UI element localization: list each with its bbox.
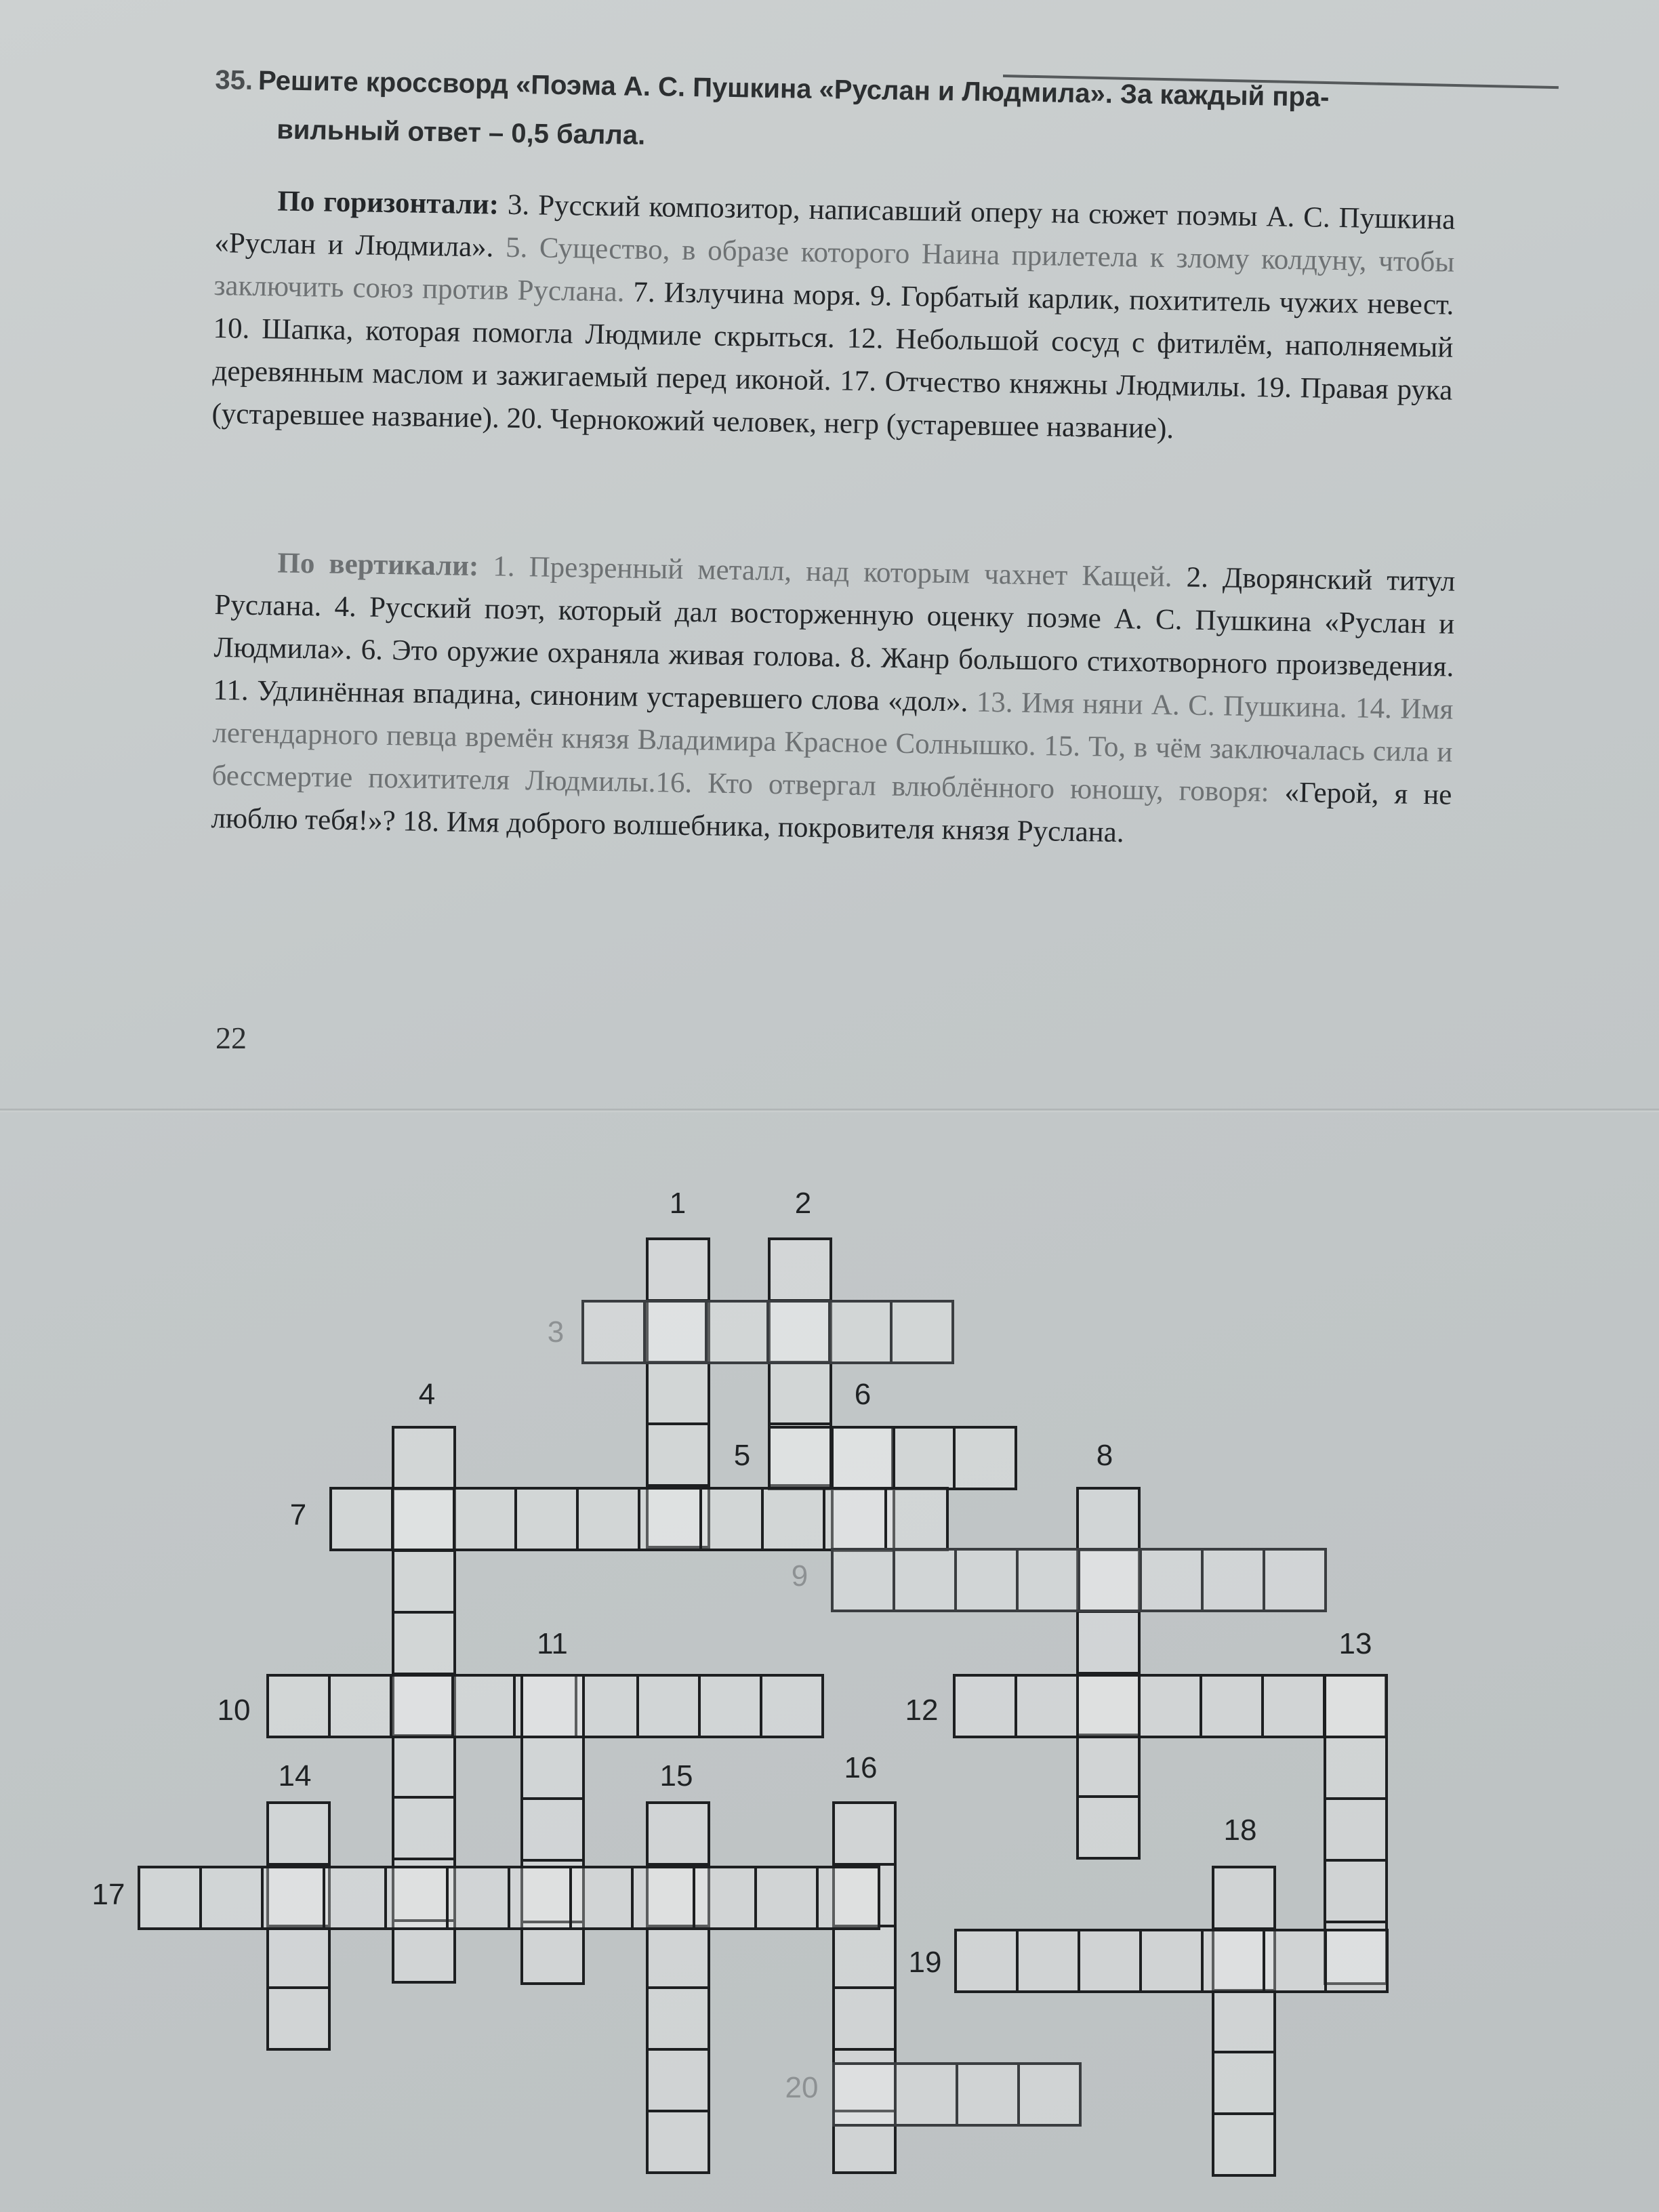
task-number: 35. bbox=[215, 64, 253, 96]
crossword-cell-v16-3 bbox=[834, 1926, 895, 1988]
crossword-cell-h9-7 bbox=[1202, 1549, 1264, 1611]
crossword-cell-v8-5 bbox=[1078, 1735, 1139, 1797]
crossword-cell-h12-6 bbox=[1263, 1675, 1324, 1737]
horizontal-clues-part-3: 7. Излучина моря. 9. Горбатый карлик, похититель чужих невест. 10. Шапка, которая помогла Людмиле скрыться. 12. Небольшой сосуд с фитилём, наполняемый деревянным маслом и зажигаемый перед иконой. 17. Отчество княжны Людмилы. 19. Правая рука (устаревшее название). 20. Чернокожий человек, негр (устаревшее название). bbox=[211, 276, 1454, 445]
crossword-cell-h20-3 bbox=[957, 2064, 1019, 2125]
clue-number-11: 11 bbox=[537, 1627, 568, 1660]
horizontal-clues-part-1: 3. Русский композитор, написавший оперу на сюжет поэмы А. С. Пушкина «Руслан и Людмила». bbox=[214, 188, 1456, 264]
crossword-cell-h5-4 bbox=[954, 1427, 1016, 1489]
task-title-line-1: Решите кроссворд «Поэма А. С. Пушкина «Руслан и Людмила». За каждый пра- bbox=[258, 65, 1330, 112]
crossword-cell-h9-1 bbox=[832, 1549, 894, 1611]
crossword-cell-h20-1 bbox=[834, 2064, 895, 2125]
crossword-cell-h3-2 bbox=[644, 1301, 706, 1363]
clue-number-8: 8 bbox=[1096, 1439, 1113, 1472]
clue-number-18: 18 bbox=[1223, 1814, 1257, 1847]
crossword-cell-h7-5 bbox=[577, 1488, 639, 1550]
crossword-cell-h17-6 bbox=[447, 1867, 509, 1929]
task-title-line-2: вильный ответ – 0,5 балла. bbox=[276, 115, 646, 150]
clue-number-3: 3 bbox=[547, 1315, 565, 1349]
crossword-cell-h17-9 bbox=[632, 1867, 694, 1929]
crossword-cell-h17-1 bbox=[139, 1867, 201, 1929]
crossword-cell-v2-3 bbox=[769, 1362, 831, 1424]
crossword-cell-v18-3 bbox=[1213, 1990, 1275, 2052]
crossword-cell-v15-3 bbox=[647, 1926, 709, 1988]
clue-number-12: 12 bbox=[905, 1694, 939, 1727]
clue-number-1: 1 bbox=[669, 1187, 687, 1220]
crossword-cell-h19-5 bbox=[1202, 1930, 1264, 1992]
crossword-cell-h10-7 bbox=[638, 1675, 699, 1737]
crossword-cell-v11-3 bbox=[522, 1799, 583, 1860]
crossword-cell-v1-1 bbox=[647, 1239, 709, 1300]
crossword-cell-h20-4 bbox=[1019, 2064, 1080, 2125]
clue-number-13: 13 bbox=[1338, 1627, 1372, 1660]
crossword-cell-v18-1 bbox=[1213, 1867, 1275, 1929]
clue-number-20: 20 bbox=[785, 2071, 819, 2104]
crossword-svg bbox=[0, 1152, 1659, 2212]
crossword-cell-v4-6 bbox=[393, 1736, 455, 1797]
crossword-cell-v4-7 bbox=[393, 1797, 455, 1859]
crossword-cell-v6-1 bbox=[832, 1427, 894, 1489]
crossword-cell-h7-10 bbox=[886, 1488, 947, 1550]
crossword-cell-h17-2 bbox=[201, 1867, 262, 1929]
vertical-heading: По вертикали: bbox=[277, 547, 479, 583]
clue-number-7: 7 bbox=[289, 1498, 307, 1532]
vertical-clues-part-4: «Герой, я не люблю тебя!»? 18. Имя доброго волшебника, покровителя князя Руслана. bbox=[211, 776, 1452, 849]
vertical-clues bbox=[211, 541, 1456, 859]
crossword-cell-h19-1 bbox=[956, 1930, 1017, 1992]
clue-number-15: 15 bbox=[659, 1759, 693, 1793]
crossword-cell-h7-9 bbox=[824, 1488, 886, 1550]
crossword-cell-h19-3 bbox=[1079, 1930, 1141, 1992]
crossword-cell-h10-1 bbox=[268, 1675, 329, 1737]
crossword-cell-v8-3 bbox=[1078, 1612, 1139, 1673]
crossword-cell-h10-8 bbox=[699, 1675, 761, 1737]
crossword-cell-h12-3 bbox=[1078, 1675, 1139, 1737]
crossword-cell-v13-4 bbox=[1325, 1860, 1387, 1922]
crossword-cell-v1-4 bbox=[647, 1424, 709, 1486]
crossword-cell-v18-5 bbox=[1213, 2114, 1275, 2175]
horizontal-heading: По горизонтали: bbox=[277, 185, 499, 221]
crossword-cell-v14-4 bbox=[268, 1988, 329, 2049]
horizontal-clues bbox=[211, 179, 1456, 455]
vertical-clues-part-2: 2. Дворянский титул Руслана. 4. Русский поэт, который дал восторженную оценку поэме А. С. Пушкина «Руслан и Людмила». 6. Это оружие охраняла живая голова. 8. Жанр большого стихотворного произведения. 11. Удлинённая впадина, синоним устаревшего слова «дол». bbox=[213, 561, 1456, 718]
crossword-cell-h10-6 bbox=[576, 1675, 638, 1737]
crossword-cell-v14-3 bbox=[268, 1926, 329, 1988]
crossword-cell-h9-3 bbox=[956, 1549, 1017, 1611]
crossword-cell-v16-4 bbox=[834, 1988, 895, 2049]
crossword-cell-h9-6 bbox=[1141, 1549, 1202, 1611]
crossword-cell-h20-2 bbox=[895, 2064, 957, 2125]
crossword-cell-h9-4 bbox=[1017, 1549, 1079, 1611]
clue-number-19: 19 bbox=[908, 1946, 942, 1979]
crossword-cell-h17-4 bbox=[324, 1867, 386, 1929]
crossword-cell-h3-5 bbox=[830, 1301, 891, 1363]
horizontal-clues-part-2: 5. Существо, в образе которого Наина прилетела к злому колдуну, чтобы заключить союз против Руслана. bbox=[213, 231, 1455, 308]
crossword-cell-v11-2 bbox=[522, 1737, 583, 1799]
crossword-cell-v18-4 bbox=[1213, 2052, 1275, 2114]
crossword-cell-h19-4 bbox=[1141, 1930, 1202, 1992]
crossword-cell-h7-1 bbox=[331, 1488, 392, 1550]
clue-number-14: 14 bbox=[278, 1759, 312, 1793]
crossword-cell-h7-6 bbox=[639, 1488, 701, 1550]
crossword-cell-h7-2 bbox=[392, 1488, 454, 1550]
clue-number-17: 17 bbox=[91, 1878, 125, 1911]
crossword-cell-h3-6 bbox=[891, 1301, 953, 1363]
crossword-cell-h17-8 bbox=[571, 1867, 632, 1929]
crossword-cell-h17-10 bbox=[694, 1867, 756, 1929]
crossword-cell-v15-1 bbox=[647, 1803, 709, 1864]
crossword-cell-h10-4 bbox=[453, 1675, 514, 1737]
crossword-cell-v4-4 bbox=[393, 1612, 455, 1674]
crossword-cell-h7-8 bbox=[762, 1488, 824, 1550]
crossword-cell-h10-2 bbox=[329, 1675, 391, 1737]
clue-number-6: 6 bbox=[854, 1378, 872, 1411]
crossword-cell-h19-2 bbox=[1017, 1930, 1079, 1992]
vertical-clues-part-3: 13. Имя няни А. С. Пушкина. 14. Имя легендарного певца времён князя Владимира Красное Солнышко. 15. То, в чём заключалась сила и бессмертие похитителя Людмилы.16. Кто отвергал влюблённого юношу, говоря: bbox=[211, 686, 1454, 808]
crossword-cell-h7-3 bbox=[454, 1488, 516, 1550]
crossword-cell-h10-3 bbox=[391, 1675, 453, 1737]
crossword-cell-v8-1 bbox=[1078, 1488, 1139, 1550]
clue-number-4: 4 bbox=[418, 1378, 436, 1411]
page-number: 22 bbox=[216, 1021, 247, 1055]
crossword-cell-h17-12 bbox=[817, 1867, 879, 1929]
crossword-cell-v13-3 bbox=[1325, 1799, 1387, 1860]
clue-number-16: 16 bbox=[844, 1751, 878, 1784]
crossword-cell-h17-3 bbox=[262, 1867, 324, 1929]
crossword-cell-v1-3 bbox=[647, 1362, 709, 1424]
crossword-cell-v8-6 bbox=[1078, 1797, 1139, 1858]
crossword-cell-h9-8 bbox=[1264, 1549, 1326, 1611]
crossword-cell-v15-4 bbox=[647, 1988, 709, 2049]
crossword-cell-h7-7 bbox=[701, 1488, 762, 1550]
clue-number-2: 2 bbox=[794, 1187, 812, 1220]
crossword-cell-h17-7 bbox=[509, 1867, 571, 1929]
crossword-cell-v11-1 bbox=[522, 1675, 583, 1737]
crossword-cell-h19-6 bbox=[1264, 1930, 1326, 1992]
crossword-cells bbox=[139, 1239, 1387, 2175]
page-crease bbox=[0, 1109, 1659, 1112]
crossword-grid bbox=[0, 1152, 1659, 2212]
crossword-cell-h5-1 bbox=[769, 1427, 831, 1489]
crossword-cell-v11-5 bbox=[522, 1922, 583, 1984]
crossword-cell-v16-1 bbox=[834, 1803, 895, 1864]
crossword-cell-h19-7 bbox=[1326, 1930, 1387, 1992]
crossword-cell-v15-5 bbox=[647, 2049, 709, 2111]
vertical-clues-part-1: 1. Презренный металл, над которым чахнет Кащей. bbox=[478, 550, 1187, 594]
crossword-cell-h12-1 bbox=[954, 1675, 1016, 1737]
crossword-cell-h17-5 bbox=[386, 1867, 447, 1929]
crossword-cell-h12-4 bbox=[1139, 1675, 1201, 1737]
crossword-cell-v4-3 bbox=[393, 1551, 455, 1612]
clue-number-5: 5 bbox=[733, 1439, 751, 1472]
crossword-cell-h9-5 bbox=[1079, 1549, 1141, 1611]
crossword-cell-h3-1 bbox=[583, 1301, 644, 1363]
crossword-cell-h12-2 bbox=[1016, 1675, 1078, 1737]
crossword-cell-h5-3 bbox=[893, 1427, 954, 1489]
crossword-cell-h3-4 bbox=[768, 1301, 830, 1363]
task-title bbox=[214, 56, 1449, 173]
crossword-cell-v13-1 bbox=[1325, 1675, 1387, 1737]
crossword-cell-v4-1 bbox=[393, 1427, 455, 1489]
crossword-cell-h9-2 bbox=[894, 1549, 956, 1611]
crossword-cell-v15-6 bbox=[647, 2111, 709, 2173]
crossword-cell-v13-2 bbox=[1325, 1737, 1387, 1799]
clue-number-10: 10 bbox=[217, 1694, 251, 1727]
crossword-cell-h17-11 bbox=[756, 1867, 817, 1929]
crossword-cell-h12-5 bbox=[1201, 1675, 1263, 1737]
crossword-cell-h3-3 bbox=[706, 1301, 768, 1363]
crossword-cell-h7-4 bbox=[516, 1488, 577, 1550]
clue-number-9: 9 bbox=[791, 1559, 808, 1593]
crossword-cell-h10-9 bbox=[761, 1675, 823, 1737]
crossword-cell-v2-1 bbox=[769, 1239, 831, 1300]
crossword-cell-v14-1 bbox=[268, 1803, 329, 1864]
